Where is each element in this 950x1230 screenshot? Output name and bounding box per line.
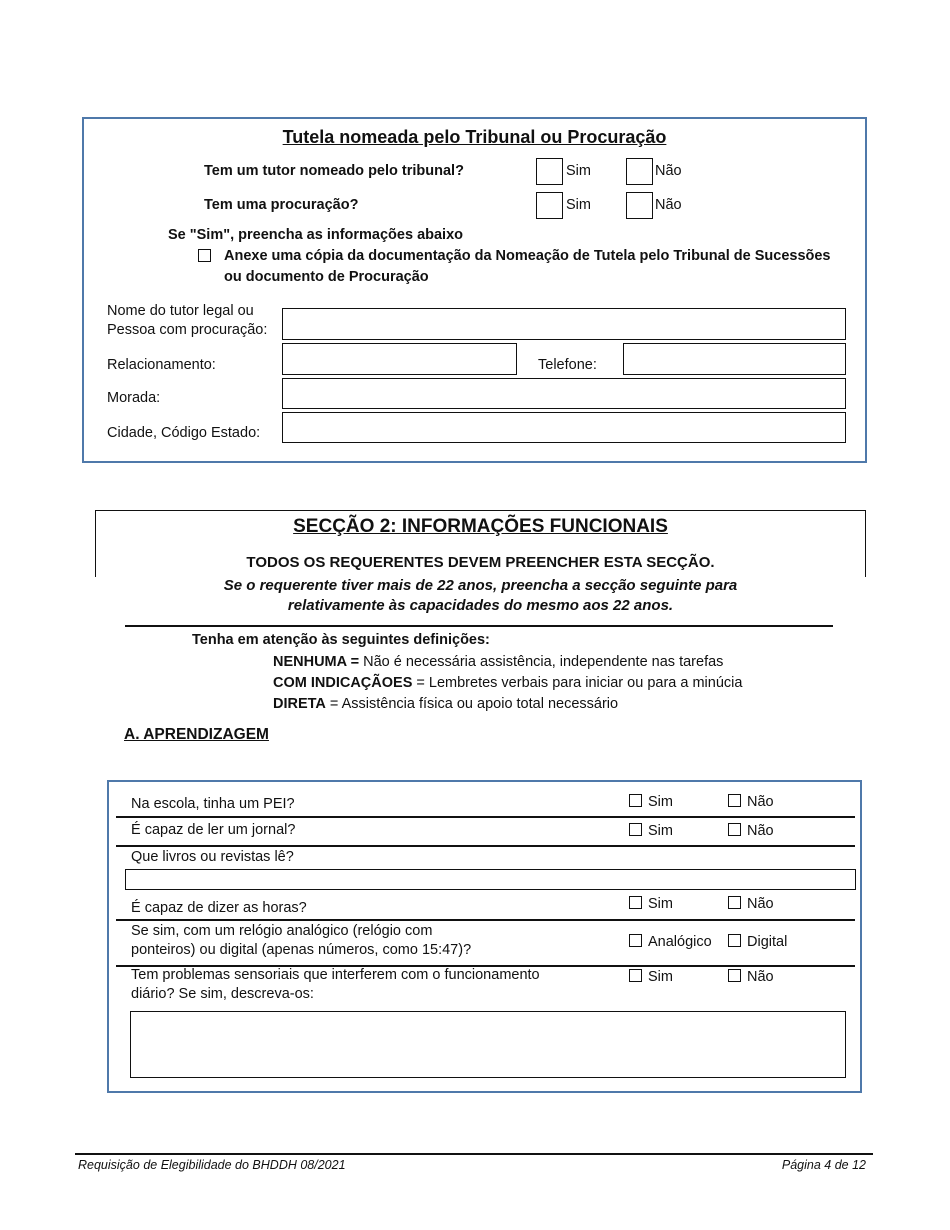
city-input[interactable] [282, 412, 846, 443]
option-label: Sim [648, 823, 673, 839]
checkbox-icon[interactable] [629, 794, 642, 807]
poa-no-checkbox[interactable] [626, 192, 653, 219]
court-guardian-yes-checkbox[interactable] [536, 158, 563, 185]
sensory-yes-option[interactable] [629, 968, 673, 986]
option-label: Sim [648, 794, 673, 810]
option-label: Analógico [648, 934, 712, 950]
section2-note-1: Se o requerente tiver mais de 22 anos, preencha a secção seguinte para [95, 577, 866, 594]
clock-type-question-1: Se sim, com um relógio analógico (relógio com [131, 923, 433, 939]
divider [125, 625, 833, 627]
yes-label: Sim [566, 197, 591, 213]
option-label: Não [747, 794, 774, 810]
checkbox-icon[interactable] [629, 969, 642, 982]
court-guardian-question: Tem um tutor nomeado pelo tribunal? [204, 163, 464, 179]
section2-subtitle: TODOS OS REQUERENTES DEVEM PREENCHER ESTA SECÇÃO. [246, 554, 715, 571]
attach-copy-text-2: ou documento de Procuração [224, 269, 429, 285]
checkbox-icon[interactable] [728, 823, 741, 836]
if-yes-instruction: Se "Sim", preencha as informações abaixo [168, 227, 464, 243]
iep-yes-option[interactable] [629, 793, 673, 811]
sensory-question-1: Tem problemas sensoriais que interferem com o funcionamento [131, 967, 540, 983]
iep-no-option[interactable] [728, 793, 774, 811]
definition-term: DIRETA [273, 696, 326, 712]
definitions-heading: Tenha em atenção às seguintes definições: [192, 632, 490, 648]
phone-input[interactable] [623, 343, 846, 375]
definition-none [273, 653, 723, 671]
sensory-no-option[interactable] [728, 968, 774, 986]
yes-label: Sim [566, 163, 591, 179]
clock-type-question-2: ponteiros) ou digital (apenas números, como 15:47)? [131, 942, 472, 958]
guardian-name-input[interactable] [282, 308, 846, 340]
row-divider [116, 919, 855, 921]
footer-divider [75, 1153, 873, 1155]
newspaper-question: É capaz de ler um jornal? [131, 822, 296, 838]
poa-yes-checkbox[interactable] [536, 192, 563, 219]
option-label: Sim [648, 896, 673, 912]
definition-text: = Assistência física ou apoio total necessário [325, 696, 619, 712]
no-label: Não [655, 197, 682, 213]
option-label: Não [747, 969, 774, 985]
guardian-name-label-1: Nome do tutor legal ou [107, 303, 254, 319]
definition-text: = Lembretes verbais para iniciar ou para a minúcia [412, 675, 743, 691]
digital-option[interactable] [728, 933, 787, 951]
attach-copy-text-1: Anexe uma cópia da documentação da Nomeação de Tutela pelo Tribunal de Sucessões [224, 248, 831, 264]
learning-heading: A. APRENDIZAGEM [124, 726, 269, 743]
option-label: Digital [747, 934, 788, 950]
option-label: Não [747, 896, 774, 912]
checkbox-icon[interactable] [629, 934, 642, 947]
row-divider [116, 816, 855, 818]
city-label: Cidade, Código Estado: [107, 425, 261, 441]
sensory-description-textarea[interactable] [130, 1011, 846, 1078]
checkbox-icon[interactable] [728, 794, 741, 807]
relationship-label: Relacionamento: [107, 357, 216, 373]
address-input[interactable] [282, 378, 846, 409]
relationship-input[interactable] [282, 343, 517, 375]
definition-direct [273, 695, 618, 713]
tell-time-yes-option[interactable] [629, 895, 673, 913]
checkbox-icon[interactable] [629, 823, 642, 836]
definition-term: NENHUMA = [273, 654, 360, 670]
row-divider [116, 845, 855, 847]
newspaper-yes-option[interactable] [629, 822, 673, 840]
tell-time-no-option[interactable] [728, 895, 774, 913]
option-label: Não [747, 823, 774, 839]
phone-label: Telefone: [538, 357, 597, 373]
court-guardian-no-checkbox[interactable] [626, 158, 653, 185]
no-label: Não [655, 163, 682, 179]
checkbox-icon[interactable] [629, 896, 642, 909]
checkbox-icon[interactable] [728, 969, 741, 982]
newspaper-no-option[interactable] [728, 822, 774, 840]
iep-question: Na escola, tinha um PEI? [131, 796, 295, 812]
attach-copy-checkbox[interactable] [198, 249, 211, 262]
definition-prompts [273, 674, 742, 692]
guardian-name-label-2: Pessoa com procuração: [107, 322, 268, 338]
footer-page-number: Página 4 de 12 [781, 1158, 866, 1172]
tell-time-question: É capaz de dizer as horas? [131, 900, 307, 916]
reading-input[interactable] [125, 869, 856, 890]
option-label: Sim [648, 969, 673, 985]
checkbox-icon[interactable] [728, 896, 741, 909]
definition-term: COM INDICAÇÃOES [273, 675, 413, 691]
reading-question: Que livros ou revistas lê? [131, 849, 294, 865]
address-label: Morada: [107, 390, 161, 406]
definition-text: Não é necessária assistência, independente nas tarefas [359, 654, 724, 670]
section2-title: SECÇÃO 2: INFORMAÇÕES FUNCIONAIS [293, 516, 668, 537]
checkbox-icon[interactable] [728, 934, 741, 947]
footer-form-name: Requisição de Elegibilidade do BHDDH 08/2021 [78, 1158, 346, 1172]
guardianship-title: Tutela nomeada pelo Tribunal ou Procuração [282, 127, 667, 147]
section2-note-2: relativamente às capacidades do mesmo aos 22 anos. [287, 597, 674, 614]
analog-option[interactable] [629, 933, 712, 951]
poa-question: Tem uma procuração? [204, 197, 359, 213]
sensory-question-2: diário? Se sim, descreva-os: [131, 986, 314, 1002]
